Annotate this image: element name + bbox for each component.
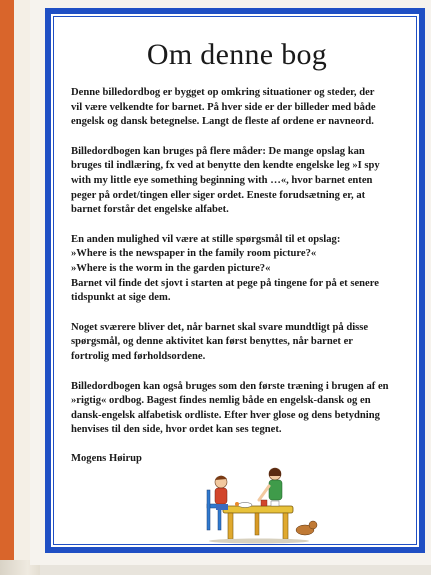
page-panel xyxy=(51,14,419,547)
text-line: »Where is the newspaper in the family room picture?« xyxy=(71,248,317,260)
text-line: henvises til den side, hvor ordet kan ses tegnet. xyxy=(71,424,282,436)
text-line: Billedordbogen kan bruges på flere måder: De mange opslag kan xyxy=(71,145,365,157)
left-cover-orange-strip xyxy=(0,0,14,560)
paragraph-harder xyxy=(71,321,403,365)
blue-page-frame xyxy=(45,8,425,553)
text-line: Noget sværere bliver det, når barnet skal svare mundtligt på disse xyxy=(71,321,369,333)
text-line: with my little eye something beginning with …«, hvor barnet enten xyxy=(71,174,373,186)
text-line: En anden mulighed vil være at stille spørgsmål til et opslag: xyxy=(71,233,341,245)
page-title: Om denne bog xyxy=(146,38,328,71)
text-line: bruges til indlæring, fx ved at benytte den kendte engelske leg »I spy xyxy=(71,160,380,172)
paragraph-questions xyxy=(71,233,403,306)
text-line: barnet forstår det engelske alfabet. xyxy=(71,204,229,216)
paragraph-intro xyxy=(71,86,403,130)
text-line: peger på ordet/tingen eller siger ordet. Eneste forudsætning er, at xyxy=(71,189,366,201)
text-line: spørgsmål, og denne aktivitet kan først benyttes, når barnet er xyxy=(71,336,353,348)
paragraph-usage xyxy=(71,145,403,218)
text-line: Barnet vil finde det sjovt i starten at pege på tingene for på et senere xyxy=(71,277,379,289)
text-line: Denne billedordbog er bygget op omkring situationer og steder, der xyxy=(71,87,375,98)
book-page xyxy=(30,0,431,565)
text-line: vil være velkendte for barnet. På hver side er der billeder med både xyxy=(71,101,376,113)
text-line: tidspunkt at sige dem. xyxy=(71,292,171,304)
text-line: engelsk og dansk betegnelse. Langt de fleste af ordene er navneord. xyxy=(71,116,374,128)
paragraph-dictionary xyxy=(71,380,403,438)
text-line: dansk-engelsk alfabetisk ordliste. Efter hver glose og dens betydning xyxy=(71,409,380,421)
family-at-table-illustration xyxy=(201,464,321,544)
text-line: Billedordbogen kan også bruges som den første træning i brugen af en xyxy=(71,380,389,392)
page-content xyxy=(71,38,403,535)
text-line: »Where is the worm in the garden picture?« xyxy=(71,262,271,274)
signature: Mogens Høirup xyxy=(71,452,142,464)
text-line: fortrolig med førholdsordene. xyxy=(71,350,206,362)
text-line: »rigtig« ordbog. Bagest findes nemlig både en engelsk-dansk og en xyxy=(71,395,371,407)
